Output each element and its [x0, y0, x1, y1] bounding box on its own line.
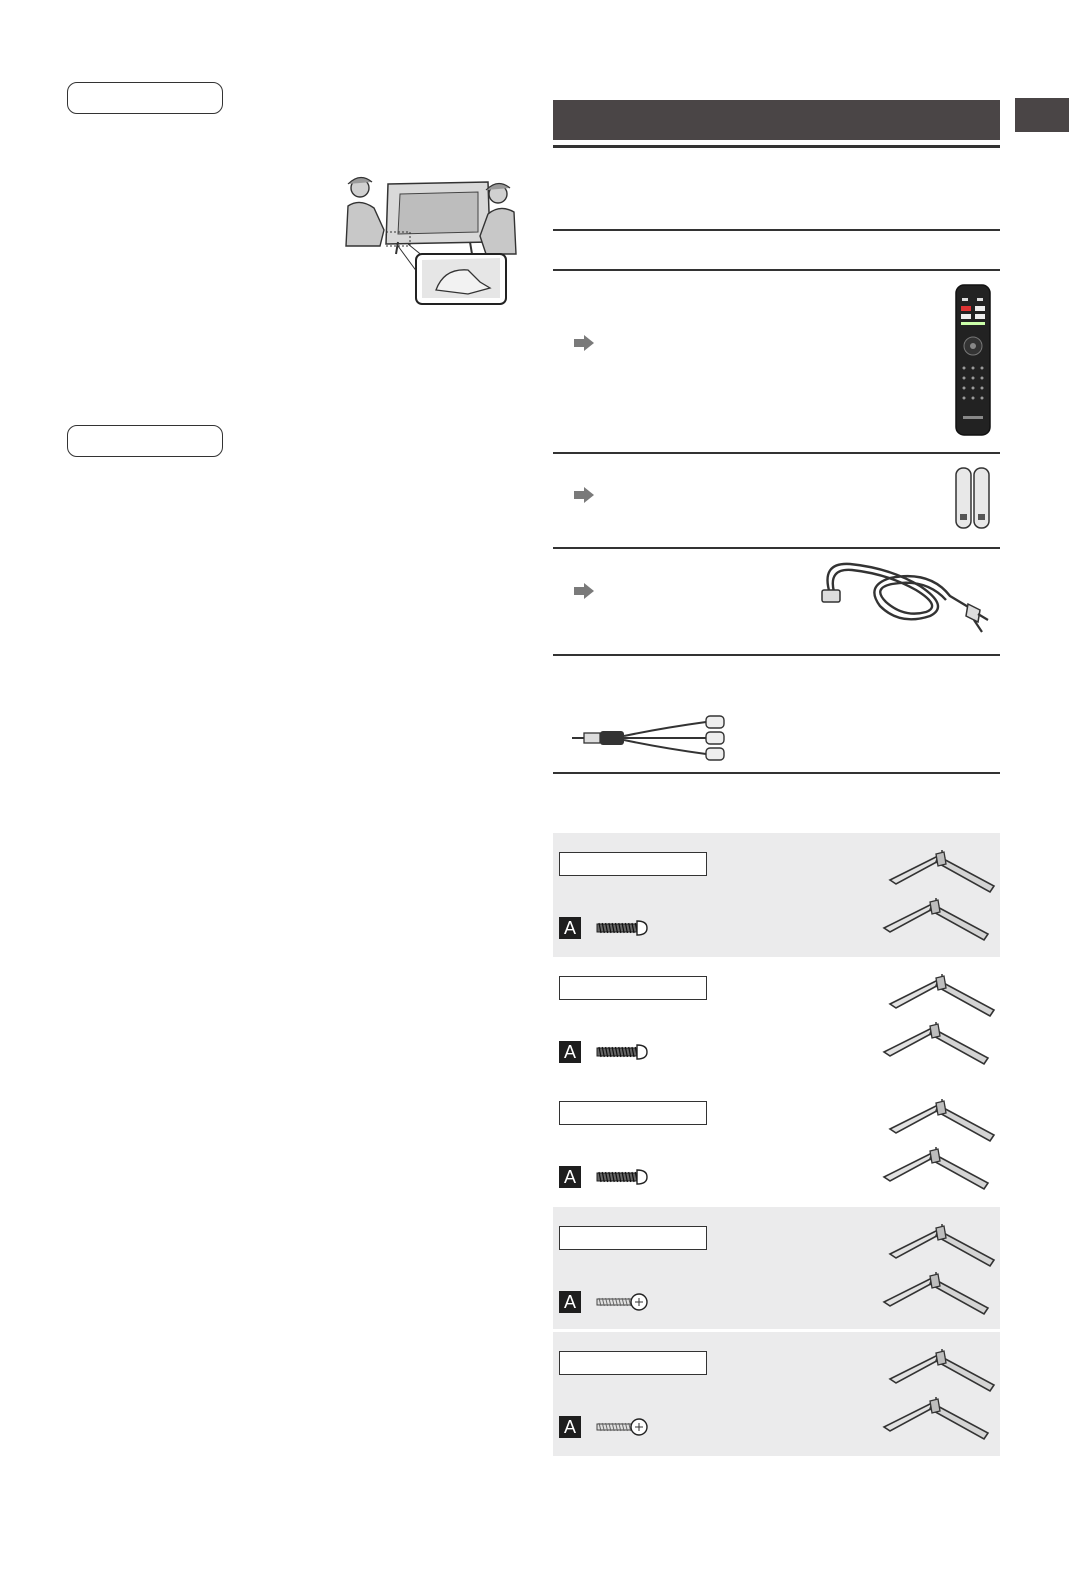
divider — [553, 772, 1000, 774]
divider — [553, 452, 1000, 454]
divider — [553, 269, 1000, 271]
round-head-screw-icon — [595, 1417, 649, 1437]
arrow-right-icon — [574, 335, 594, 351]
arrow-right-icon — [574, 583, 594, 599]
screw-badge: A — [559, 1291, 581, 1313]
power-cord-icon — [820, 556, 996, 642]
arrow-right-icon — [574, 487, 594, 503]
threaded-screw-icon — [595, 1042, 649, 1062]
round-head-screw-icon — [595, 1292, 649, 1312]
screw-badge: A — [559, 1166, 581, 1188]
section-header-underline — [553, 145, 1000, 148]
tv-carry-illustration-icon — [340, 170, 520, 310]
screw-badge: A — [559, 1416, 581, 1438]
model-label-box — [559, 976, 707, 1000]
stand-leg-icon — [886, 974, 998, 1024]
av-adapter-cable-icon — [572, 710, 734, 762]
divider — [553, 654, 1000, 656]
batteries-icon — [954, 464, 992, 530]
remote-control-icon — [955, 284, 991, 436]
model-label-box — [559, 1226, 707, 1250]
screw-badge: A — [559, 1041, 581, 1063]
stand-leg-icon — [880, 1022, 992, 1072]
stand-leg-icon — [886, 850, 998, 900]
stand-leg-icon — [880, 1397, 992, 1447]
side-tab — [1015, 98, 1069, 132]
stand-leg-icon — [880, 898, 992, 948]
divider — [553, 547, 1000, 549]
stand-leg-icon — [886, 1224, 998, 1274]
stand-leg-icon — [880, 1147, 992, 1197]
model-label-box — [559, 1101, 707, 1125]
divider — [553, 229, 1000, 231]
threaded-screw-icon — [595, 1167, 649, 1187]
heading-pill-middle — [67, 425, 223, 457]
screw-badge: A — [559, 917, 581, 939]
model-label-box — [559, 1351, 707, 1375]
model-label-box — [559, 852, 707, 876]
stand-leg-icon — [886, 1099, 998, 1149]
stand-leg-icon — [886, 1349, 998, 1399]
stand-leg-icon — [880, 1272, 992, 1322]
section-header-bar — [553, 100, 1000, 140]
threaded-screw-icon — [595, 918, 649, 938]
heading-pill-top — [67, 82, 223, 114]
